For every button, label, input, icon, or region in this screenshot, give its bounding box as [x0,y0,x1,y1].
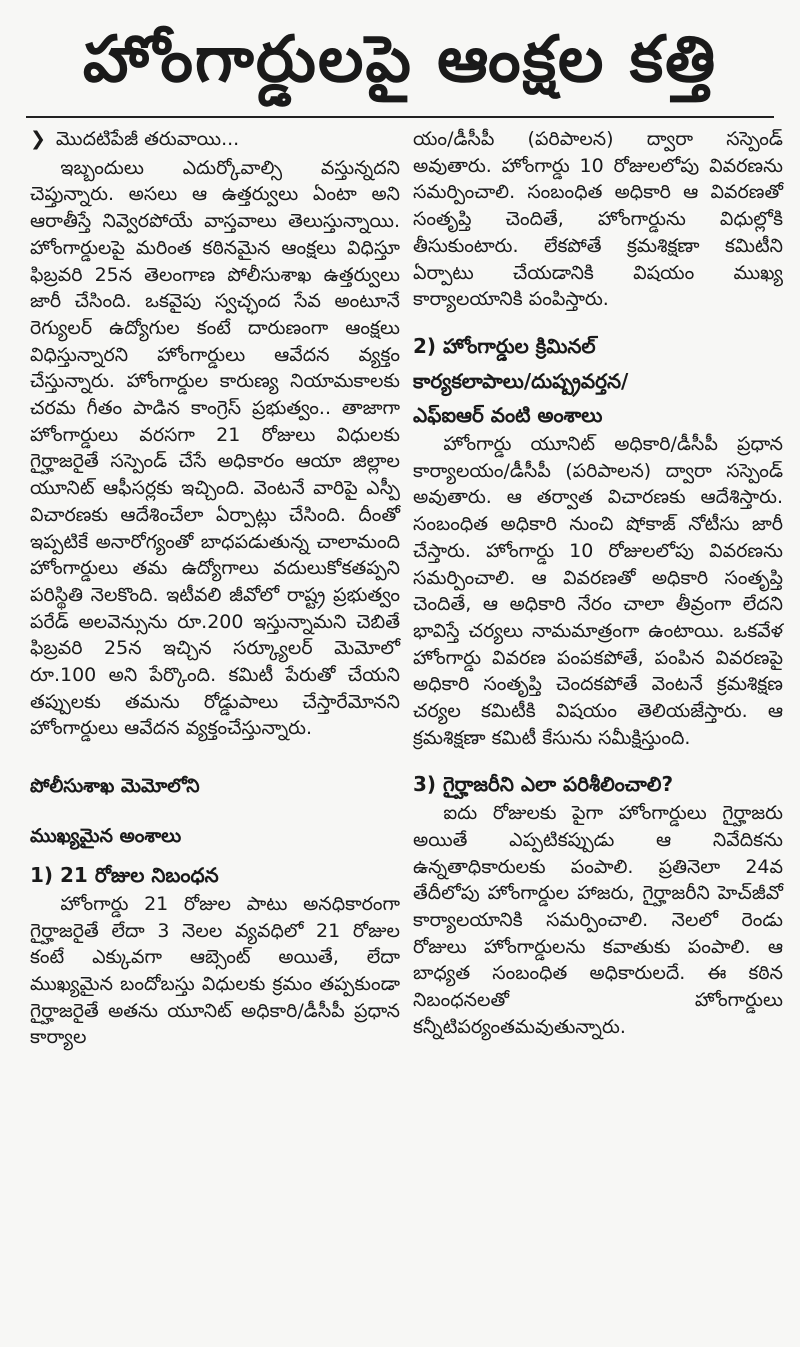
section-2-title-line2: కార్యకలాపాలు/దుష్ప్రవర్తన/ [413,368,629,393]
memo-subheading: పోలీసుశాఖ మెమోలోని [30,775,200,798]
continued-label: మొదటిపేజీ తరువాయి... [55,128,240,150]
section-2-title-line3: ఎఫ్ఐఆర్ వంటి అంశాలు [413,403,603,428]
section-1-text: హోంగార్డు 21 రోజుల పాటు అనధికారంగా గైర్హాజరైతే లేదా 3 నెలల వ్యవధిలో 21 రోజుల కంటే ఎక్కువగా ఆబ్సెంట్ అయితే, లేదా ముఖ్యమైన బందోబస్తు విధులకు క్రమం తప్పకుండా గైర్హాజరైతే అతను యూనిట్ అధికారి/డీసీపీ ప్రధాన కార్యాల [30,892,400,1049]
left-column [30,126,400,1051]
headline: హోంగార్డులపై ఆంక్షల కత్తి [82,23,718,97]
section-1-title: 1) 21 రోజుల నిబంధన [30,863,219,888]
right-paragraph-1: యం/డీసీపీ (పరిపాలన) ద్వారా సస్పెండ్ అవుతారు. హోంగార్డు 10 రోజులలోపు వివరణను సమర్పించాలి. సంబంధిత అధికారి ఆ వివరణతో సంతృప్తి చెందితే, హోంగార్డును విధుల్లోకి తీసుకుంటారు. లేకపోతే క్రమశిక్షణా కమిటీని ఏర్పాటు చేయడానికి విషయం ముఖ్య కార్యాలయానికి పంపిస్తారు. [413,128,783,311]
memo-subheading-2: ముఖ్యమైన అంశాలు [30,825,182,848]
headline-rule [26,116,774,118]
article-paragraph: ఇబ్బందులు ఎదుర్కోవాల్సి వస్తున్నదని చెప్తున్నారు. అసలు ఆ ఉత్తర్వులు ఏంటా అని ఆరాతీస్తే నివ్వెరపోయే వాస్తవాలు తెలుస్తున్నాయి. హోంగార్డులపై మరింత కఠినమైన ఆంక్షలు విధిస్తూ ఫిబ్రవరి 25న తెలంగాణ పోలీసుశాఖ ఉత్తర్వులు జారీ చేసింది. ఒకవైపు స్వచ్ఛంద సేవ అంటూనే రెగ్యులర్ ఉద్యోగుల కంటే దారుణంగా ఆంక్షలు విధిస్తున్నారని హోంగార్డులు ఆవేదన వ్యక్తం చేస్తున్నారు. హోంగార్డుల కారుణ్య నియామకాలకు చరమ గీతం పాడిన కాంగ్రెస్ ప్రభుత్వం.. తాజాగా హోంగార్డులు వరసగా 21 రోజులు విధులకు గైర్హాజరైతే సస్పెండ్ చేసే అధికారం ఆయా జిల్లాల యూనిట్ ఆఫీసర్లకు ఇచ్చింది. వెంటనే వారిపై ఎస్పీ విచారణకు ఆదేశించేలా ఏర్పాట్లు చేసింది. దీంతో ఇప్పటికే అనారోగ్యంతో బాధపడుతున్న చాలామంది హోంగార్డులు తమ ఉద్యోగాలు వదులుకోకతప్పని పరిస్థితి నెలకొంది. ఇటీవలి జీవోలో రాష్ట్ర ప్రభుత్వం పరేడ్ అలవెన్సును రూ.200 ఇస్తున్నామని చెబితే ఫిబ్రవరి 25న ఇచ్చిన సర్క్యూలర్ మెమోలో రూ.100 అని పేర్కొంది. కమిటీ పేరుతో చేయని తప్పులకు తమను రోడ్డుపాలు చేస్తారేమోనని హోంగార్డులు ఆవేదన వ్యక్తంచేస్తున్నారు. [30,156,400,740]
chevron-right-icon: ❯ [30,128,46,150]
right-column [413,126,783,1041]
section-2-title-line1: 2) హోంగార్డుల క్రిమినల్ [413,333,596,358]
section-3-text: ఐదు రోజులకు పైగా హోంగార్డులు గైర్హాజరు అయితే ఎప్పటికప్పుడు ఆ నివేదికను ఉన్నతాధికారులకు పంపాలి. ప్రతినెలా 24వ తేదీలోపు హోంగార్డుల హాజరు, గైర్హాజరీని హెచ్‌జీవో కార్యాలయానికి సమర్పించాలి. నెలలో రెండు రోజులు హోంగార్డులను కవాతుకు పంపాలి. ఆ బాధ్యత సంబంధిత అధికారులదే. ఈ కఠిన నిబంధనలతో హోంగార్డులు కన్నీటిపర్యంతమవుతున్నారు. [413,802,783,1038]
section-2-text: హోంగార్డు యూనిట్ అధికారి/డీసీపీ ప్రధాన కార్యాలయం/డీసీపీ (పరిపాలన) ద్వారా సస్పెండ్ అవుతారు. ఆ తర్వాత విచారణకు ఆదేశిస్తారు. సంబంధిత అధికారి నుంచి షోకాజ్ నోటీసు జారీ చేస్తారు. హోంగార్డు 10 రోజులలోపు వివరణను సమర్పించాలి. ఆ వివరణతో అధికారి సంతృప్తి చెందితే, ఆ అధికారి నేరం చాలా తీవ్రంగా లేదని భావిస్తే చర్యలు నామమాత్రంగా ఉంటాయి. ఒకవేళ హోంగార్డు వివరణ పంపకపోతే, పంపిన వివరణపై అధికారి సంతృప్తి చెందకపోతే వెంటనే క్రమశిక్షణ చర్యల కమిటీకి విషయం తెలియజేస్తారు. ఆ క్రమశిక్షణా కమిటీ కేసును సమీక్షిస్తుంది. [413,433,783,749]
section-3-title: 3) గైర్హాజరీని ఎలా పరిశీలించాలి? [413,772,674,797]
continued-line [30,126,400,153]
